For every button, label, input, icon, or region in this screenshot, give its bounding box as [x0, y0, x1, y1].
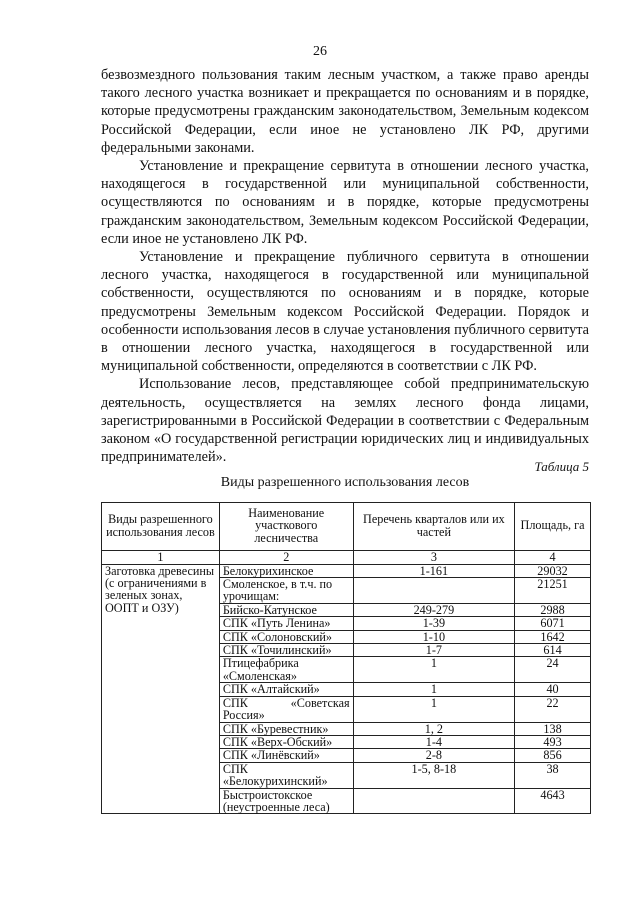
- column-number: 1: [102, 551, 220, 564]
- forestry-cell: Белокурихинское: [219, 564, 353, 577]
- body-text: [101, 66, 589, 466]
- quarters-cell: 1-7: [353, 644, 514, 657]
- use-type-cell: Заготовка древесины (с ограничениями в зеленых зонах, ООПТ и ОЗУ): [102, 564, 220, 814]
- table-reference: Таблица 5: [534, 459, 589, 474]
- area-cell: 40: [515, 683, 591, 696]
- table-row: [102, 564, 591, 577]
- column-number: 2: [219, 551, 353, 564]
- paragraph: Установление и прекращение публичного сервитута в отношении лесного участка, находящегося в государственной или муниципальной собственности, осуществляются по основаниям и в порядке, которые предусмотрены Земельным кодексом Российской Федерации. Порядок и особенности использования лесов в случае установления публичного сервитута в отношении лесного участка, находящегося в государственной или муниципальной собственности, определяются в соответствии с ЛК РФ.: [101, 249, 589, 375]
- column-header: Перечень кварталов или их частей: [353, 503, 514, 551]
- forestry-cell: Птицефабрика «Смоленская»: [219, 657, 353, 683]
- area-cell: 6071: [515, 617, 591, 630]
- area-cell: 614: [515, 644, 591, 657]
- quarters-cell: [353, 578, 514, 604]
- forestry-cell: СПК «Верх-Обский»: [219, 735, 353, 748]
- area-cell: 138: [515, 722, 591, 735]
- forestry-cell: СПК «Буревестник»: [219, 722, 353, 735]
- column-number: 3: [353, 551, 514, 564]
- forestry-cell: СПК «Белокурихинский»: [219, 762, 353, 788]
- column-header: Наименование участкового лесничества: [219, 503, 353, 551]
- quarters-cell: [353, 788, 514, 814]
- page-number: 26: [313, 44, 327, 59]
- area-cell: 24: [515, 657, 591, 683]
- area-cell: 22: [515, 696, 591, 722]
- area-cell: 2988: [515, 603, 591, 616]
- paragraph: Использование лесов, представляющее собой предпринимательскую деятельность, осуществляется на землях лесного фонда лицами, зарегистрированными в Российской Федерации в соответствии с Федеральным законом «О государственной регистрации юридических лиц и индивидуальных предпринимателей».: [101, 376, 589, 466]
- area-cell: 21251: [515, 578, 591, 604]
- forestry-cell: СПК «Солоновский»: [219, 630, 353, 643]
- quarters-cell: 1-10: [353, 630, 514, 643]
- forestry-cell: СПК «Алтайский»: [219, 683, 353, 696]
- forest-use-table: [101, 502, 591, 814]
- table-title: Виды разрешенного использования лесов: [220, 475, 470, 490]
- paragraph: Установление и прекращение сервитута в отношении лесного участка, находящегося в государственной или муниципальной собственности, осуществляются по основаниям и в порядке, которые предусмотрены гражданским законодательством, Земельным кодексом Российской Федерации, если иное не установлено ЛК РФ.: [101, 158, 589, 247]
- area-cell: 856: [515, 749, 591, 762]
- quarters-cell: 1: [353, 683, 514, 696]
- forestry-cell: Смоленское, в т.ч. по урочищам:: [219, 578, 353, 604]
- column-header: Площадь, га: [515, 503, 591, 551]
- column-number: 4: [515, 551, 591, 564]
- quarters-cell: 2-8: [353, 749, 514, 762]
- forestry-cell: Бийско-Катунское: [219, 603, 353, 616]
- quarters-cell: 1: [353, 657, 514, 683]
- area-cell: 29032: [515, 564, 591, 577]
- forestry-cell: СПК «Советская Россия»: [219, 696, 353, 722]
- quarters-cell: 1, 2: [353, 722, 514, 735]
- area-cell: 38: [515, 762, 591, 788]
- quarters-cell: 1-5, 8-18: [353, 762, 514, 788]
- column-header: Виды разрешенного использования лесов: [102, 503, 220, 551]
- area-cell: 4643: [515, 788, 591, 814]
- column-number-row: [102, 551, 591, 564]
- quarters-cell: 1: [353, 696, 514, 722]
- area-cell: 1642: [515, 630, 591, 643]
- forestry-cell: СПК «Точилинский»: [219, 644, 353, 657]
- quarters-cell: 1-39: [353, 617, 514, 630]
- forestry-cell: СПК «Путь Ленина»: [219, 617, 353, 630]
- area-cell: 493: [515, 735, 591, 748]
- forestry-cell: СПК «Линёвский»: [219, 749, 353, 762]
- forestry-cell: Быстроистокское (неустроенные леса): [219, 788, 353, 814]
- quarters-cell: 1-4: [353, 735, 514, 748]
- paragraph: безвозмездного пользования таким лесным участком, а также право аренды такого лесного участка возникает и прекращается по основаниям и в порядке, которые предусмотрены гражданским законодательством, Земельным кодексом Российской Федерации, если иное не установлено ЛК РФ, другими федеральными законами.: [101, 67, 589, 156]
- quarters-cell: 1-161: [353, 564, 514, 577]
- table-header-row: [102, 503, 591, 551]
- quarters-cell: 249-279: [353, 603, 514, 616]
